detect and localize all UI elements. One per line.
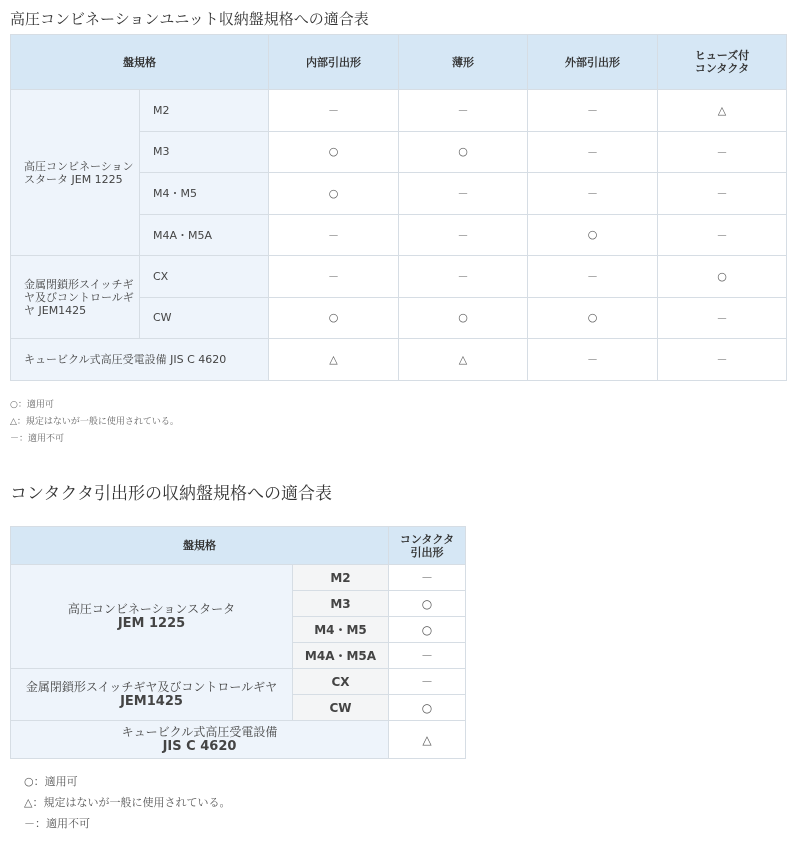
header-internal-draw: 内部引出形 (269, 35, 399, 90)
table-row (11, 90, 787, 132)
cell-value: － (528, 256, 658, 298)
cell-value: － (389, 565, 466, 591)
category-cubicle-substation: キュービクル式高圧受電設備 JIS C 4620 (11, 339, 269, 381)
row-label: M3 (140, 131, 269, 173)
legend-applicable: ○：適用可 (24, 775, 78, 788)
cell-value: ○ (658, 256, 787, 298)
legend-commonly-used: △：規定はないが一般に使用されている。 (10, 417, 179, 427)
category-combination-starter: 高圧コンビネーションスタータ JEM 1225 (11, 90, 140, 256)
row-label: CW (293, 695, 389, 721)
cell-value: － (658, 214, 787, 256)
header-contactor-draw: コンタクタ 引出形 (389, 527, 466, 565)
cell-value: － (399, 214, 528, 256)
header-spec: 盤規格 (11, 527, 389, 565)
table-header-row (11, 35, 787, 90)
cell-value: △ (399, 339, 528, 381)
cell-value: － (269, 90, 399, 132)
category-metal-enclosed-switchgear: 金属閉鎖形スイッチギヤ及びコントロールギヤ JEM1425 (11, 669, 293, 721)
compatibility-table-1 (10, 34, 787, 381)
cell-value: － (658, 339, 787, 381)
compatibility-table-2 (10, 526, 466, 759)
cell-value: － (269, 256, 399, 298)
cell-value: ○ (389, 617, 466, 643)
cell-value: － (399, 173, 528, 215)
cell-value: ○ (269, 173, 399, 215)
cell-value: － (658, 173, 787, 215)
row-label: CW (140, 297, 269, 339)
cell-value: ○ (269, 131, 399, 173)
cell-value: ○ (399, 131, 528, 173)
cell-value: － (528, 339, 658, 381)
cell-value: ○ (389, 591, 466, 617)
table1-legend (10, 397, 179, 448)
table1-title: 高圧コンビネーションユニット収納盤規格への適合表 (10, 10, 369, 28)
row-label: CX (140, 256, 269, 298)
cell-value: － (269, 214, 399, 256)
cell-value: ○ (528, 214, 658, 256)
cell-value: △ (658, 90, 787, 132)
category-combination-starter: 高圧コンビネーションスタータ JEM 1225 (11, 565, 293, 669)
table-row (11, 256, 787, 298)
cell-value: － (389, 643, 466, 669)
cell-value: △ (389, 721, 466, 759)
cell-value: ○ (399, 297, 528, 339)
cell-value: － (528, 131, 658, 173)
row-label: M4A・M5A (293, 643, 389, 669)
table-row (11, 339, 787, 381)
cell-value: － (389, 669, 466, 695)
cell-value: － (528, 90, 658, 132)
category-cubicle-substation: キュービクル式高圧受電設備 JIS C 4620 (11, 721, 389, 759)
cell-value: － (399, 256, 528, 298)
header-external-draw: 外部引出形 (528, 35, 658, 90)
header-spec: 盤規格 (11, 35, 269, 90)
cell-value: △ (269, 339, 399, 381)
table-row (11, 669, 466, 695)
row-label: M2 (293, 565, 389, 591)
row-label: M2 (140, 90, 269, 132)
row-label: M4・M5 (140, 173, 269, 215)
category-metal-enclosed-switchgear: 金属閉鎖形スイッチギヤ及びコントロールギヤ JEM1425 (11, 256, 140, 339)
header-fuse-contactor: ヒューズ付 コンタクタ (658, 35, 787, 90)
row-label: M3 (293, 591, 389, 617)
cell-value: － (399, 90, 528, 132)
legend-not-applicable: －：適用不可 (24, 817, 90, 830)
cell-value: － (658, 297, 787, 339)
cell-value: ○ (528, 297, 658, 339)
row-label: CX (293, 669, 389, 695)
table-row (11, 721, 466, 759)
cell-value: ○ (269, 297, 399, 339)
cell-value: ○ (389, 695, 466, 721)
legend-applicable: ○：適用可 (10, 400, 54, 410)
cell-value: － (658, 131, 787, 173)
row-label: M4・M5 (293, 617, 389, 643)
legend-commonly-used: △：規定はないが一般に使用されている。 (24, 796, 231, 809)
table2-title: コンタクタ引出形の収納盤規格への適合表 (10, 484, 332, 504)
legend-not-applicable: －：適用不可 (10, 434, 65, 444)
row-label: M4A・M5A (140, 214, 269, 256)
table-row (11, 565, 466, 591)
table-header-row (11, 527, 466, 565)
cell-value: － (528, 173, 658, 215)
table2-legend (24, 771, 230, 834)
header-thin: 薄形 (399, 35, 528, 90)
